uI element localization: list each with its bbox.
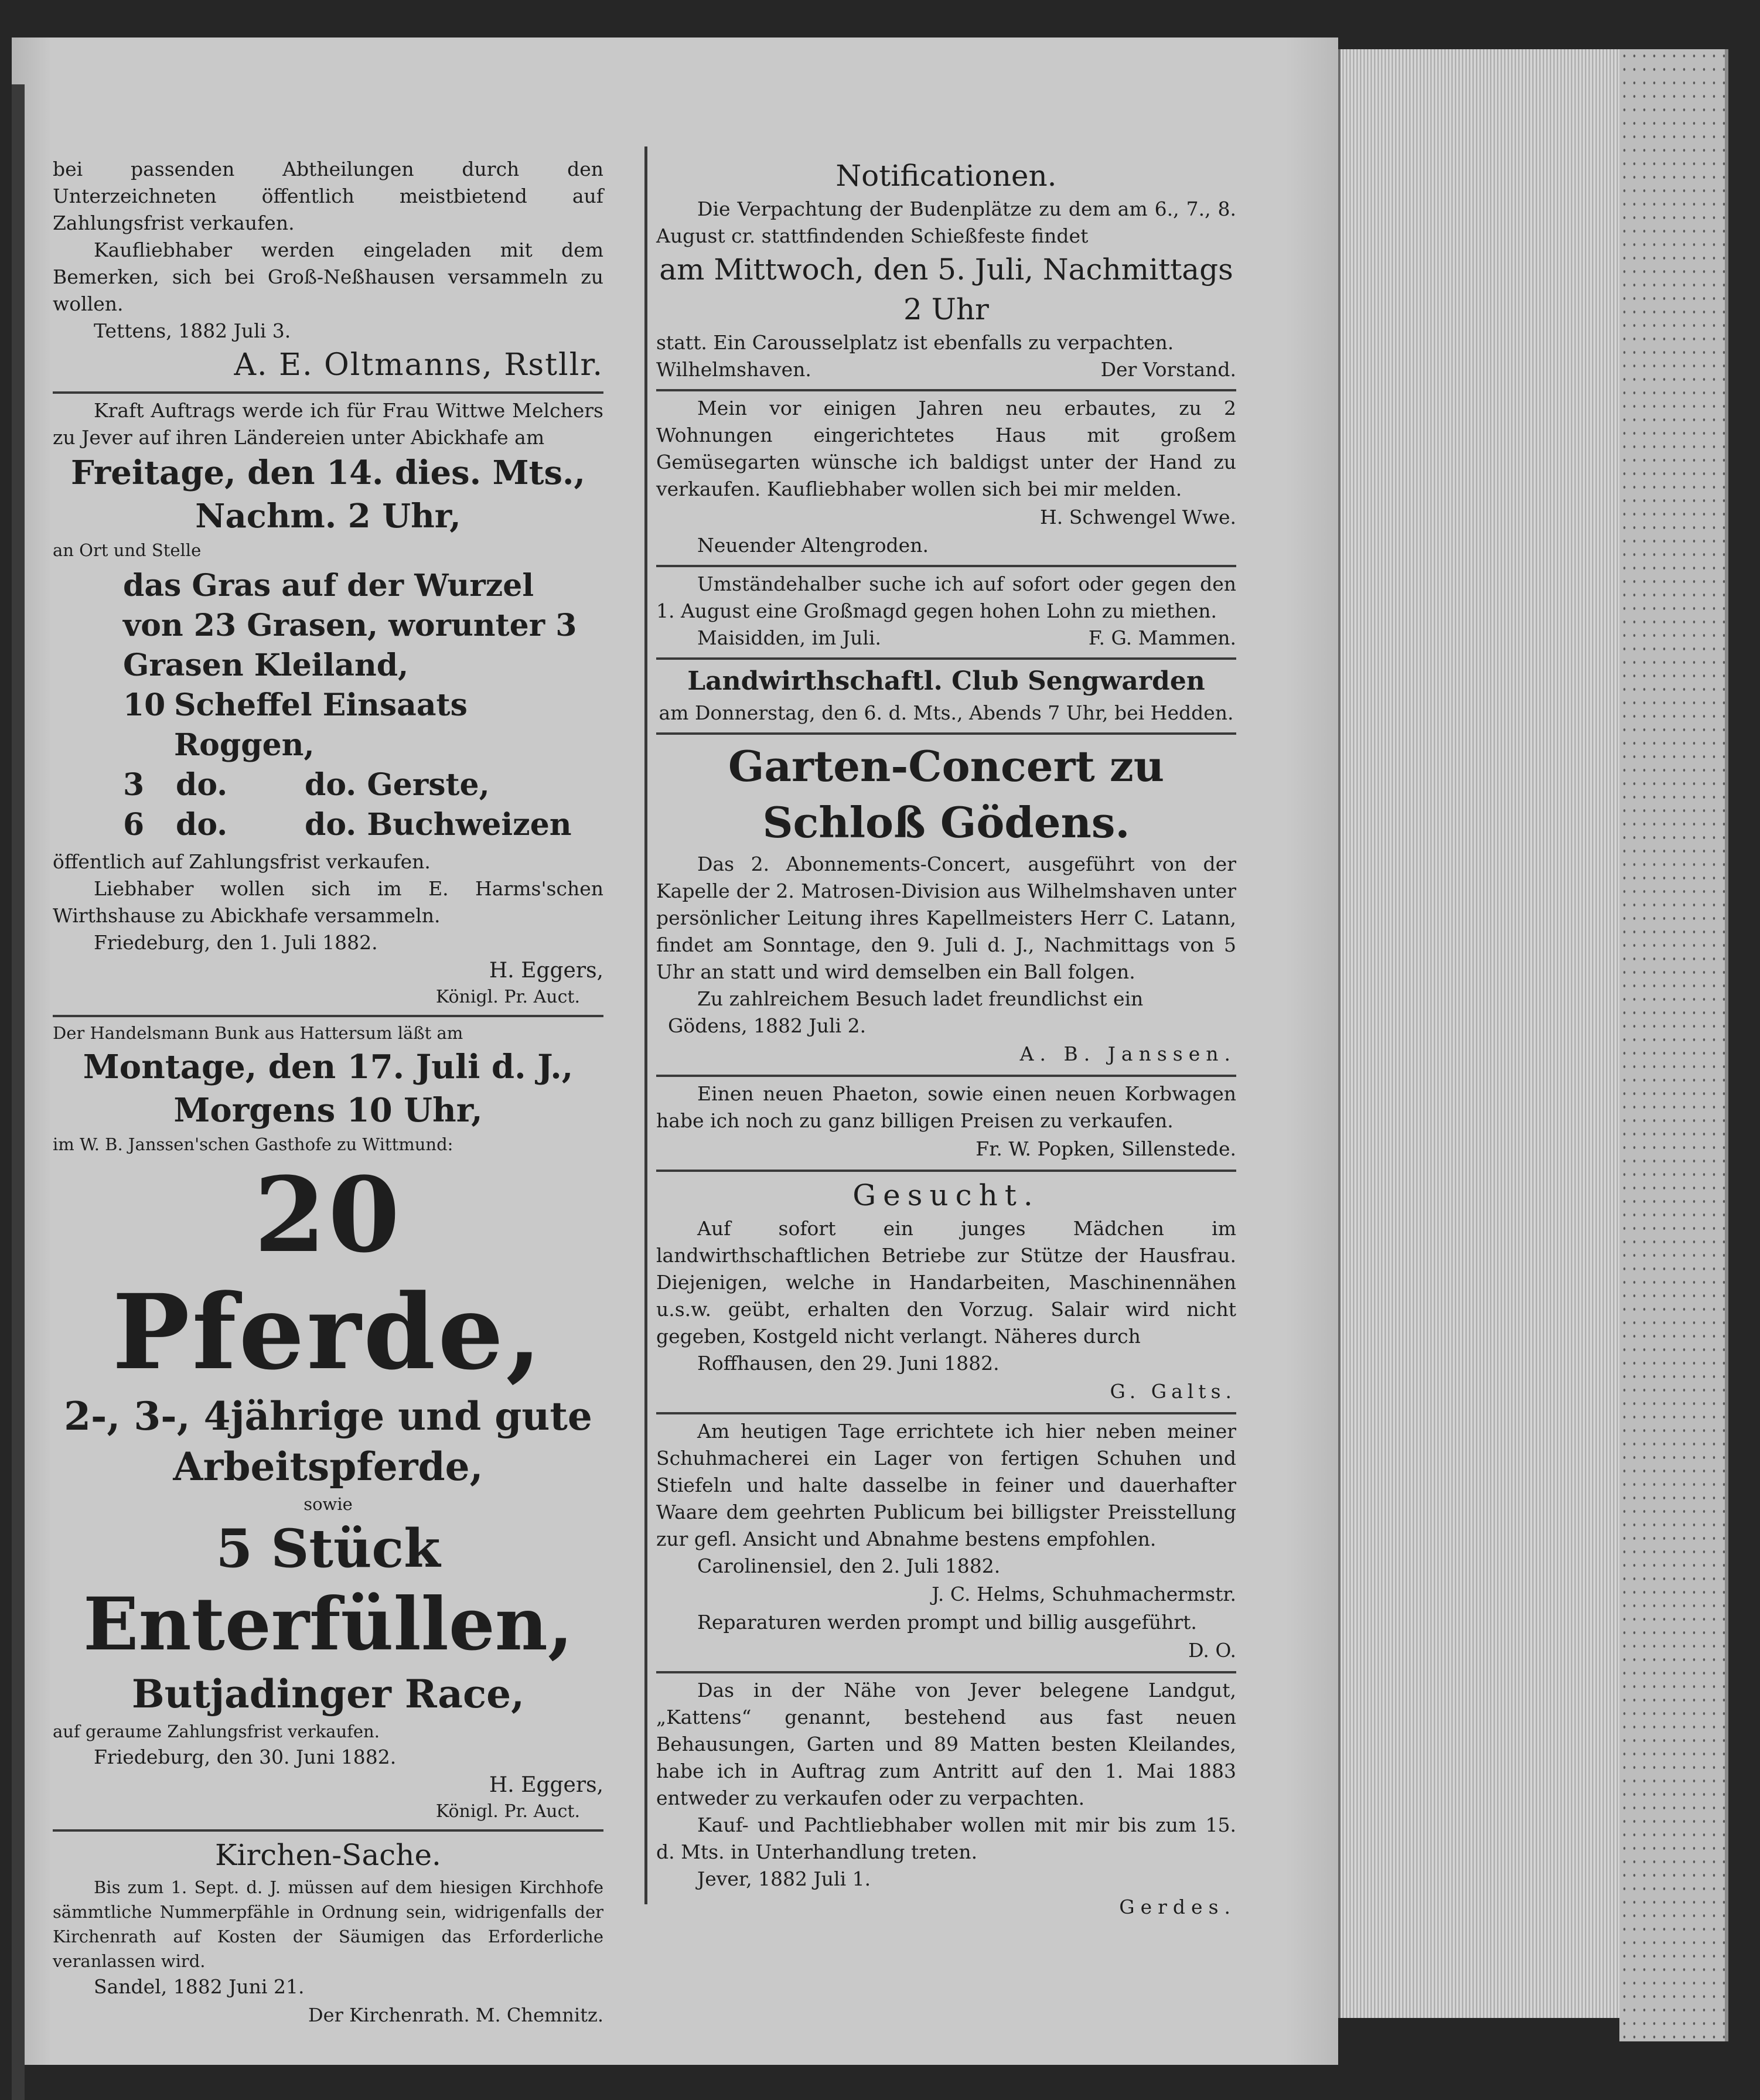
ad-text: bei passenden Abtheilungen durch den Unterzeichneten öffentlich meistbietend auf Zahlungsfrist verkaufen. <box>53 158 603 234</box>
ad-text: Einen neuen Phaeton, sowie einen neuen Korbwagen habe ich noch zu ganz billigen Preisen zu verkaufen. <box>656 1082 1236 1132</box>
ad-club-sengwarden <box>656 660 1236 735</box>
book-spine <box>12 84 25 2100</box>
right-column <box>656 152 1236 1928</box>
ad-horses-auction <box>53 1017 603 1832</box>
ad-text: Das 2. Abonnements-Concert, ausgeführt von der Kapelle der 2. Matrosen-Division aus Wilhelmshaven unter persönlicher Leitung ihres Kapellmeisters Herr C. Latann, findet am Sonntage, den 9. Juli d. J., Nachmittags von 5 Uhr an statt und wird demselben ein Ball folgen. <box>656 853 1236 983</box>
signature: H. Eggers, <box>489 959 603 983</box>
ad-landgut-kattens <box>656 1673 1236 1928</box>
auction-time: Morgens 10 Uhr, <box>173 1091 483 1130</box>
ad-text: Der Handelsmann Bunk aus Hattersum läßt am <box>53 1023 463 1043</box>
place-line: im W. B. Janssen'schen Gasthofe zu Wittmund: <box>53 1134 453 1154</box>
ad-title: Garten-Concert zu Schloß Gödens. <box>728 741 1165 847</box>
ad-gesucht <box>656 1172 1236 1414</box>
signature: Der Kirchenrath. M. Chemnitz. <box>308 2004 603 2026</box>
auction-date: Montage, den 17. Juli d. J., <box>83 1048 574 1086</box>
goods-item: 10 Scheffel Einsaats Roggen, <box>123 687 468 763</box>
signature: H. Schwengel Wwe. <box>1039 506 1236 529</box>
ad-text: Kaufliebhaber werden eingeladen mit dem Bemerken, sich bei Groß-Neßhausen versammeln zu wollen. <box>53 238 603 315</box>
ad-title: Gesucht. <box>852 1178 1040 1212</box>
signature: Fr. W. Popken, Sillenstede. <box>975 1137 1236 1160</box>
goods-item: das Gras auf der Wurzel von 23 Grasen, worunter 3 Grasen Kleiland, <box>123 568 577 683</box>
ad-text: Auf sofort ein junges Mädchen im landwirthschaftlichen Betriebe zur Stütze der Hausfrau. Diejenigen, welche in Handarbeiten, Maschinennähen u.s.w. geübt, erhalten den Vorzug. Salair wird nicht gegeben, Kostgeld nicht verlangt. Näheres durch <box>656 1217 1236 1348</box>
ad-text: statt. Ein Carousselplatz ist ebenfalls zu verpachten. <box>656 331 1174 354</box>
ad-text: Kauf- und Pachtliebhaber wollen mit mir bis zum 15. d. Mts. in Unterhandlung treten. <box>656 1813 1236 1863</box>
signature: G. Galts. <box>1110 1380 1236 1403</box>
place: Neuender Altengroden. <box>697 534 929 557</box>
ad-text: am Donnerstag, den 6. d. Mts., Abends 7 Uhr, bei Hedden. <box>659 701 1234 724</box>
page-edges <box>1338 49 1622 2018</box>
ad-text: Bis zum 1. Sept. d. J. müssen auf dem hiesigen Kirchhofe sämmtliche Nummerpfähle in Ordnung sein, widrigenfalls der Kirchenrath auf Kosten der Säumigen das Erforderliche veranlassen wird. <box>53 1877 603 1971</box>
place-date: Jever, 1882 Juli 1. <box>697 1867 871 1890</box>
ad-note: Reparaturen werden prompt und billig ausgeführt. <box>697 1611 1197 1634</box>
left-column <box>53 152 603 2036</box>
place-signature-row <box>656 625 1236 652</box>
ad-garten-concert <box>656 735 1236 1077</box>
ad-text: öffentlich auf Zahlungsfrist verkaufen. <box>53 850 431 873</box>
headline: Enterfüllen, <box>83 1582 574 1667</box>
signature-title: Königl. Pr. Auct. <box>435 1801 580 1822</box>
ad-title: Landwirthschaftl. Club Sengwarden <box>687 666 1205 696</box>
goods-item: 3 do. do. Gerste, <box>123 767 490 803</box>
auction-time: Nachm. 2 Uhr, <box>195 497 461 536</box>
auction-date: Freitage, den 14. dies. Mts., <box>71 454 585 492</box>
ad-title: Notificationen. <box>835 159 1057 193</box>
place-date: Carolinensiel, den 2. Juli 1882. <box>697 1554 1001 1577</box>
subheadline: 2-, 3-, 4jährige und gute Arbeitspferde, <box>64 1393 592 1489</box>
book-cover <box>1619 49 1728 2041</box>
signature: F. G. Mammen. <box>1088 626 1236 649</box>
place-signature-row <box>656 356 1236 383</box>
ad-text: Liebhaber wollen sich im E. Harms'schen Wirthshause zu Abickhafe versammeln. <box>53 877 603 927</box>
ad-grossmagd <box>656 567 1236 660</box>
ad-text: Am heutigen Tage errichtete ich hier neben meiner Schuhmacherei ein Lager von fertigen Schuhen und Stiefeln und halte dasselbe in feiner und dauerhafter Waare dem geehrten Publicum bei billigster Preisstellung zur gefl. Ansicht und Abnahme bestens empfohlen. <box>656 1420 1236 1550</box>
ad-house-sale <box>656 391 1236 567</box>
signature: H. Eggers, <box>489 1773 603 1797</box>
headline: 5 Stück <box>216 1518 441 1580</box>
place-date: Sandel, 1882 Juni 21. <box>94 1975 305 1998</box>
place-date: Friedeburg, den 30. Juni 1882. <box>94 1746 397 1768</box>
ad-schuhmacherei <box>656 1414 1236 1673</box>
place-date: Roffhausen, den 29. Juni 1882. <box>697 1352 1000 1375</box>
ad-text: Umständehalber suche ich auf sofort oder gegen den 1. August eine Großmagd gegen hohen Lohn zu miethen. <box>656 572 1236 622</box>
goods-list <box>123 566 603 845</box>
ad-title: Kirchen-Sache. <box>215 1838 441 1872</box>
ad-oltmanns <box>53 152 603 394</box>
place: Maisidden, im Juli. <box>697 626 881 649</box>
ad-text: Zu zahlreichem Besuch ladet freundlichst ein <box>697 987 1144 1010</box>
column-rule <box>644 146 647 1904</box>
signature: Gerdes. <box>1119 1896 1236 1918</box>
headline: 20 Pferde, <box>112 1154 544 1393</box>
signature: J. C. Helms, Schuhmachermstr. <box>932 1583 1236 1605</box>
ad-melchers-auction <box>53 394 603 1017</box>
place-line: an Ort und Stelle <box>53 540 202 560</box>
ad-text: Die Verpachtung der Budenplätze zu dem am 6., 7., 8. August cr. stattfindenden Schießfeste findet <box>656 197 1236 247</box>
note-signature: D. O. <box>1188 1639 1236 1662</box>
goods-item: 6 do. do. Buchweizen <box>123 807 572 843</box>
ad-notificationen <box>656 152 1236 391</box>
signature: Der Vorstand. <box>1100 358 1236 381</box>
place-date: Tettens, 1882 Juli 3. <box>94 319 291 342</box>
subheadline: Butjadinger Race, <box>131 1671 525 1717</box>
highlight-line: am Mittwoch, den 5. Juli, Nachmittags 2 Uhr <box>659 253 1233 326</box>
ad-text: auf geraume Zahlungsfrist verkaufen. <box>53 1721 380 1741</box>
ad-text: Kraft Auftrags werde ich für Frau Wittwe Melchers zu Jever auf ihren Ländereien unter Abickhafe am <box>53 399 603 449</box>
signature: A. B. Janssen. <box>1019 1042 1236 1065</box>
sowie-line: sowie <box>303 1494 353 1514</box>
signature-title: Königl. Pr. Auct. <box>435 987 580 1007</box>
ad-text: Das in der Nähe von Jever belegene Landgut, „Kattens“ genannt, bestehend aus fast neuen Behausungen, Garten und 89 Matten besten Kleilandes, habe ich in Auftrag zum Antritt auf den 1. Mai 1883 entweder zu verkaufen oder zu verpachten. <box>656 1679 1236 1809</box>
place-date: Friedeburg, den 1. Juli 1882. <box>94 931 378 954</box>
ad-text: Mein vor einigen Jahren neu erbautes, zu 2 Wohnungen eingerichtetes Haus mit großem Gemüsegarten wünsche ich baldigst unter der Hand zu verkaufen. Kaufliebhaber wollen sich bei mir melden. <box>656 397 1236 500</box>
place-date: Gödens, 1882 Juli 2. <box>668 1014 867 1037</box>
ad-kirchen-sache <box>53 1832 603 2036</box>
ad-phaeton <box>656 1077 1236 1172</box>
place: Wilhelmshaven. <box>656 358 811 381</box>
signature: A. E. Oltmanns, Rstllr. <box>234 347 603 383</box>
